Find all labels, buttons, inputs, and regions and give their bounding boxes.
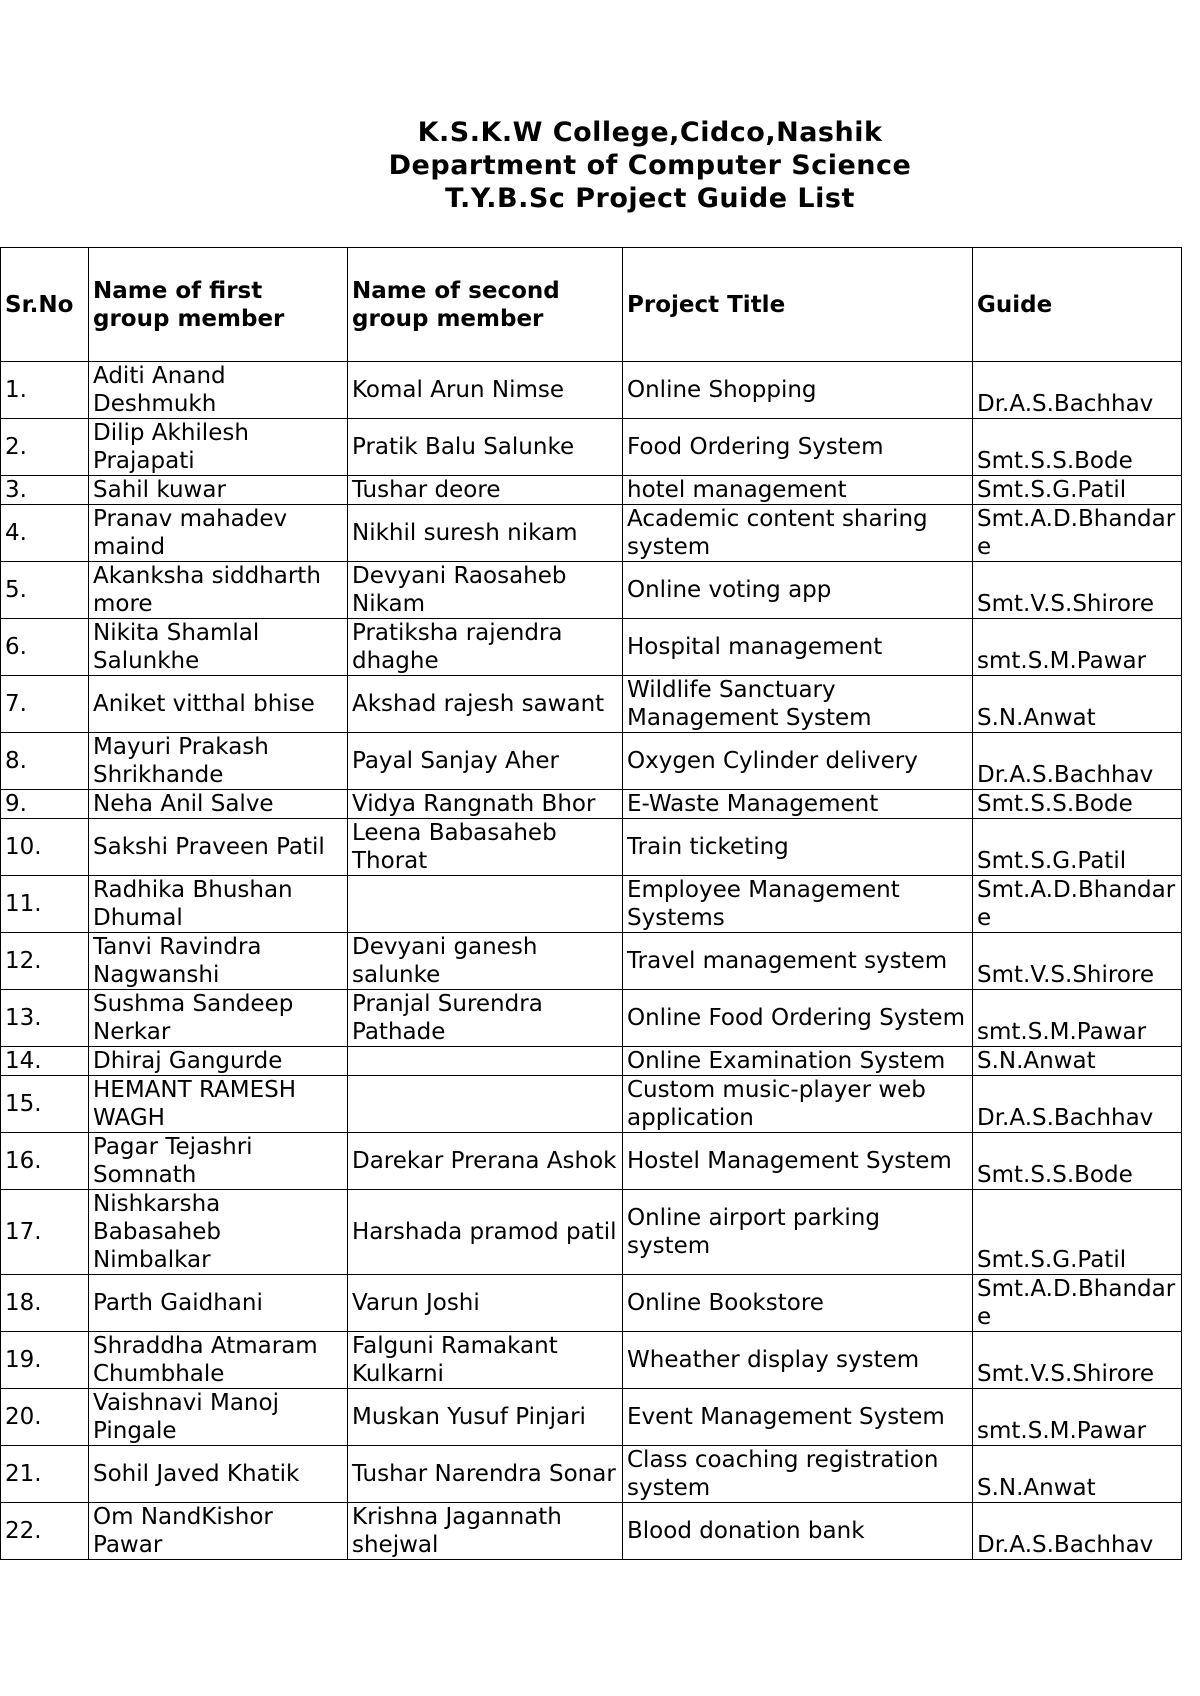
cell-second-member: Pratiksha rajendra dhaghe: [348, 619, 623, 676]
cell-second-member: Devyani Raosaheb Nikam: [348, 562, 623, 619]
cell-second-member: Payal Sanjay Aher: [348, 733, 623, 790]
cell-project-title: Academic content sharing system: [623, 505, 973, 562]
document-header: [0, 116, 1200, 215]
cell-second-member: Varun Joshi: [348, 1275, 623, 1332]
table-row: [1, 505, 1182, 562]
column-header-sr-no: Sr.No: [1, 248, 89, 362]
column-header-project-title: Project Title: [623, 248, 973, 362]
cell-first-member: Aniket vitthal bhise: [89, 676, 348, 733]
cell-guide: smt.S.M.Pawar: [973, 1389, 1182, 1446]
cell-first-member: Om NandKishor Pawar: [89, 1503, 348, 1560]
cell-first-member: Pagar Tejashri Somnath: [89, 1133, 348, 1190]
cell-project-title: Oxygen Cylinder delivery: [623, 733, 973, 790]
table-row: [1, 933, 1182, 990]
table-row: [1, 1047, 1182, 1076]
cell-sr-no: 19.: [1, 1332, 89, 1389]
cell-guide: Smt.A.D.Bhandare: [973, 876, 1182, 933]
cell-first-member: Radhika Bhushan Dhumal: [89, 876, 348, 933]
cell-first-member: Dilip Akhilesh Prajapati: [89, 419, 348, 476]
cell-guide: smt.S.M.Pawar: [973, 990, 1182, 1047]
table-row: [1, 876, 1182, 933]
column-header-first-member: Name of first group member: [89, 248, 348, 362]
project-guide-table: [0, 247, 1182, 1560]
cell-project-title: Hospital management: [623, 619, 973, 676]
table-row: [1, 476, 1182, 505]
cell-first-member: Nishkarsha Babasaheb Nimbalkar: [89, 1190, 348, 1275]
cell-project-title: Custom music-player web application: [623, 1076, 973, 1133]
cell-second-member: Tushar deore: [348, 476, 623, 505]
cell-sr-no: 20.: [1, 1389, 89, 1446]
cell-guide: Dr.A.S.Bachhav: [973, 1503, 1182, 1560]
cell-first-member: Tanvi Ravindra Nagwanshi: [89, 933, 348, 990]
table-row: [1, 1389, 1182, 1446]
cell-sr-no: 22.: [1, 1503, 89, 1560]
cell-sr-no: 14.: [1, 1047, 89, 1076]
cell-second-member: Akshad rajesh sawant: [348, 676, 623, 733]
cell-first-member: Parth Gaidhani: [89, 1275, 348, 1332]
cell-sr-no: 12.: [1, 933, 89, 990]
cell-second-member: Devyani ganesh salunke: [348, 933, 623, 990]
cell-sr-no: 5.: [1, 562, 89, 619]
cell-guide: Smt.A.D.Bhandare: [973, 1275, 1182, 1332]
cell-project-title: E-Waste Management: [623, 790, 973, 819]
cell-guide: Smt.S.G.Patil: [973, 819, 1182, 876]
cell-sr-no: 8.: [1, 733, 89, 790]
cell-first-member: Mayuri Prakash Shrikhande: [89, 733, 348, 790]
cell-second-member: Krishna Jagannath shejwal: [348, 1503, 623, 1560]
cell-second-member: Pranjal Surendra Pathade: [348, 990, 623, 1047]
cell-guide: Smt.V.S.Shirore: [973, 1332, 1182, 1389]
cell-second-member: Vidya Rangnath Bhor: [348, 790, 623, 819]
cell-second-member: [348, 1076, 623, 1133]
table-row: [1, 790, 1182, 819]
table-row: [1, 562, 1182, 619]
cell-guide: Smt.S.S.Bode: [973, 790, 1182, 819]
cell-second-member: Darekar Prerana Ashok: [348, 1133, 623, 1190]
cell-second-member: Nikhil suresh nikam: [348, 505, 623, 562]
table-row: [1, 1332, 1182, 1389]
table-row: [1, 619, 1182, 676]
table-row: [1, 733, 1182, 790]
cell-second-member: Komal Arun Nimse: [348, 362, 623, 419]
cell-sr-no: 7.: [1, 676, 89, 733]
table-row: [1, 419, 1182, 476]
cell-guide: Smt.V.S.Shirore: [973, 933, 1182, 990]
cell-project-title: Employee Management Systems: [623, 876, 973, 933]
cell-project-title: Online Food Ordering System: [623, 990, 973, 1047]
cell-first-member: Neha Anil Salve: [89, 790, 348, 819]
college-name: K.S.K.W College,Cidco,Nashik: [417, 117, 883, 148]
cell-guide: Smt.S.S.Bode: [973, 1133, 1182, 1190]
cell-guide: S.N.Anwat: [973, 1446, 1182, 1503]
cell-second-member: [348, 1047, 623, 1076]
cell-project-title: Hostel Management System: [623, 1133, 973, 1190]
cell-guide: Smt.S.G.Patil: [973, 476, 1182, 505]
cell-sr-no: 13.: [1, 990, 89, 1047]
table-row: [1, 990, 1182, 1047]
cell-project-title: Blood donation bank: [623, 1503, 973, 1560]
cell-project-title: Food Ordering System: [623, 419, 973, 476]
cell-sr-no: 4.: [1, 505, 89, 562]
cell-second-member: Pratik Balu Salunke: [348, 419, 623, 476]
table-row: [1, 1503, 1182, 1560]
cell-sr-no: 6.: [1, 619, 89, 676]
cell-project-title: Online voting app: [623, 562, 973, 619]
table-row: [1, 362, 1182, 419]
cell-project-title: Online airport parking system: [623, 1190, 973, 1275]
cell-guide: Dr.A.S.Bachhav: [973, 362, 1182, 419]
cell-guide: S.N.Anwat: [973, 1047, 1182, 1076]
cell-project-title: hotel management: [623, 476, 973, 505]
cell-second-member: Falguni Ramakant Kulkarni: [348, 1332, 623, 1389]
list-title: T.Y.B.Sc Project Guide List: [445, 183, 855, 214]
cell-guide: Smt.S.S.Bode: [973, 419, 1182, 476]
cell-second-member: [348, 876, 623, 933]
cell-project-title: Train ticketing: [623, 819, 973, 876]
cell-sr-no: 16.: [1, 1133, 89, 1190]
cell-guide: Dr.A.S.Bachhav: [973, 733, 1182, 790]
cell-second-member: Harshada pramod patil: [348, 1190, 623, 1275]
table-row: [1, 1133, 1182, 1190]
table-row: [1, 1275, 1182, 1332]
cell-first-member: Sakshi Praveen Patil: [89, 819, 348, 876]
cell-guide: Smt.A.D.Bhandare: [973, 505, 1182, 562]
cell-first-member: Sohil Javed Khatik: [89, 1446, 348, 1503]
cell-sr-no: 17.: [1, 1190, 89, 1275]
cell-project-title: Online Examination System: [623, 1047, 973, 1076]
cell-project-title: Class coaching registration system: [623, 1446, 973, 1503]
column-header-guide: Guide: [973, 248, 1182, 362]
cell-sr-no: 10.: [1, 819, 89, 876]
cell-project-title: Online Bookstore: [623, 1275, 973, 1332]
cell-first-member: Nikita Shamlal Salunkhe: [89, 619, 348, 676]
cell-sr-no: 11.: [1, 876, 89, 933]
table-row: [1, 1446, 1182, 1503]
cell-guide: Dr.A.S.Bachhav: [973, 1076, 1182, 1133]
table-row: [1, 1190, 1182, 1275]
column-header-second-member: Name of second group member: [348, 248, 623, 362]
table-header-row: [1, 248, 1182, 362]
cell-sr-no: 21.: [1, 1446, 89, 1503]
cell-guide: Smt.S.G.Patil: [973, 1190, 1182, 1275]
cell-first-member: Aditi Anand Deshmukh: [89, 362, 348, 419]
cell-sr-no: 15.: [1, 1076, 89, 1133]
table-row: [1, 1076, 1182, 1133]
cell-sr-no: 3.: [1, 476, 89, 505]
department-name: Department of Computer Science: [388, 150, 912, 181]
cell-project-title: Wildlife Sanctuary Management System: [623, 676, 973, 733]
cell-sr-no: 9.: [1, 790, 89, 819]
cell-first-member: HEMANT RAMESH WAGH: [89, 1076, 348, 1133]
cell-first-member: Sahil kuwar: [89, 476, 348, 505]
cell-second-member: Muskan Yusuf Pinjari: [348, 1389, 623, 1446]
cell-first-member: Shraddha Atmaram Chumbhale: [89, 1332, 348, 1389]
cell-sr-no: 18.: [1, 1275, 89, 1332]
table-row: [1, 819, 1182, 876]
cell-guide: smt.S.M.Pawar: [973, 619, 1182, 676]
cell-first-member: Pranav mahadev maind: [89, 505, 348, 562]
cell-project-title: Event Management System: [623, 1389, 973, 1446]
cell-first-member: Akanksha siddharth more: [89, 562, 348, 619]
cell-sr-no: 2.: [1, 419, 89, 476]
table-row: [1, 676, 1182, 733]
cell-first-member: Dhiraj Gangurde: [89, 1047, 348, 1076]
cell-first-member: Vaishnavi Manoj Pingale: [89, 1389, 348, 1446]
cell-first-member: Sushma Sandeep Nerkar: [89, 990, 348, 1047]
cell-project-title: Online Shopping: [623, 362, 973, 419]
cell-project-title: Travel management system: [623, 933, 973, 990]
cell-sr-no: 1.: [1, 362, 89, 419]
cell-second-member: Leena Babasaheb Thorat: [348, 819, 623, 876]
cell-project-title: Wheather display system: [623, 1332, 973, 1389]
cell-guide: S.N.Anwat: [973, 676, 1182, 733]
cell-second-member: Tushar Narendra Sonar: [348, 1446, 623, 1503]
cell-guide: Smt.V.S.Shirore: [973, 562, 1182, 619]
